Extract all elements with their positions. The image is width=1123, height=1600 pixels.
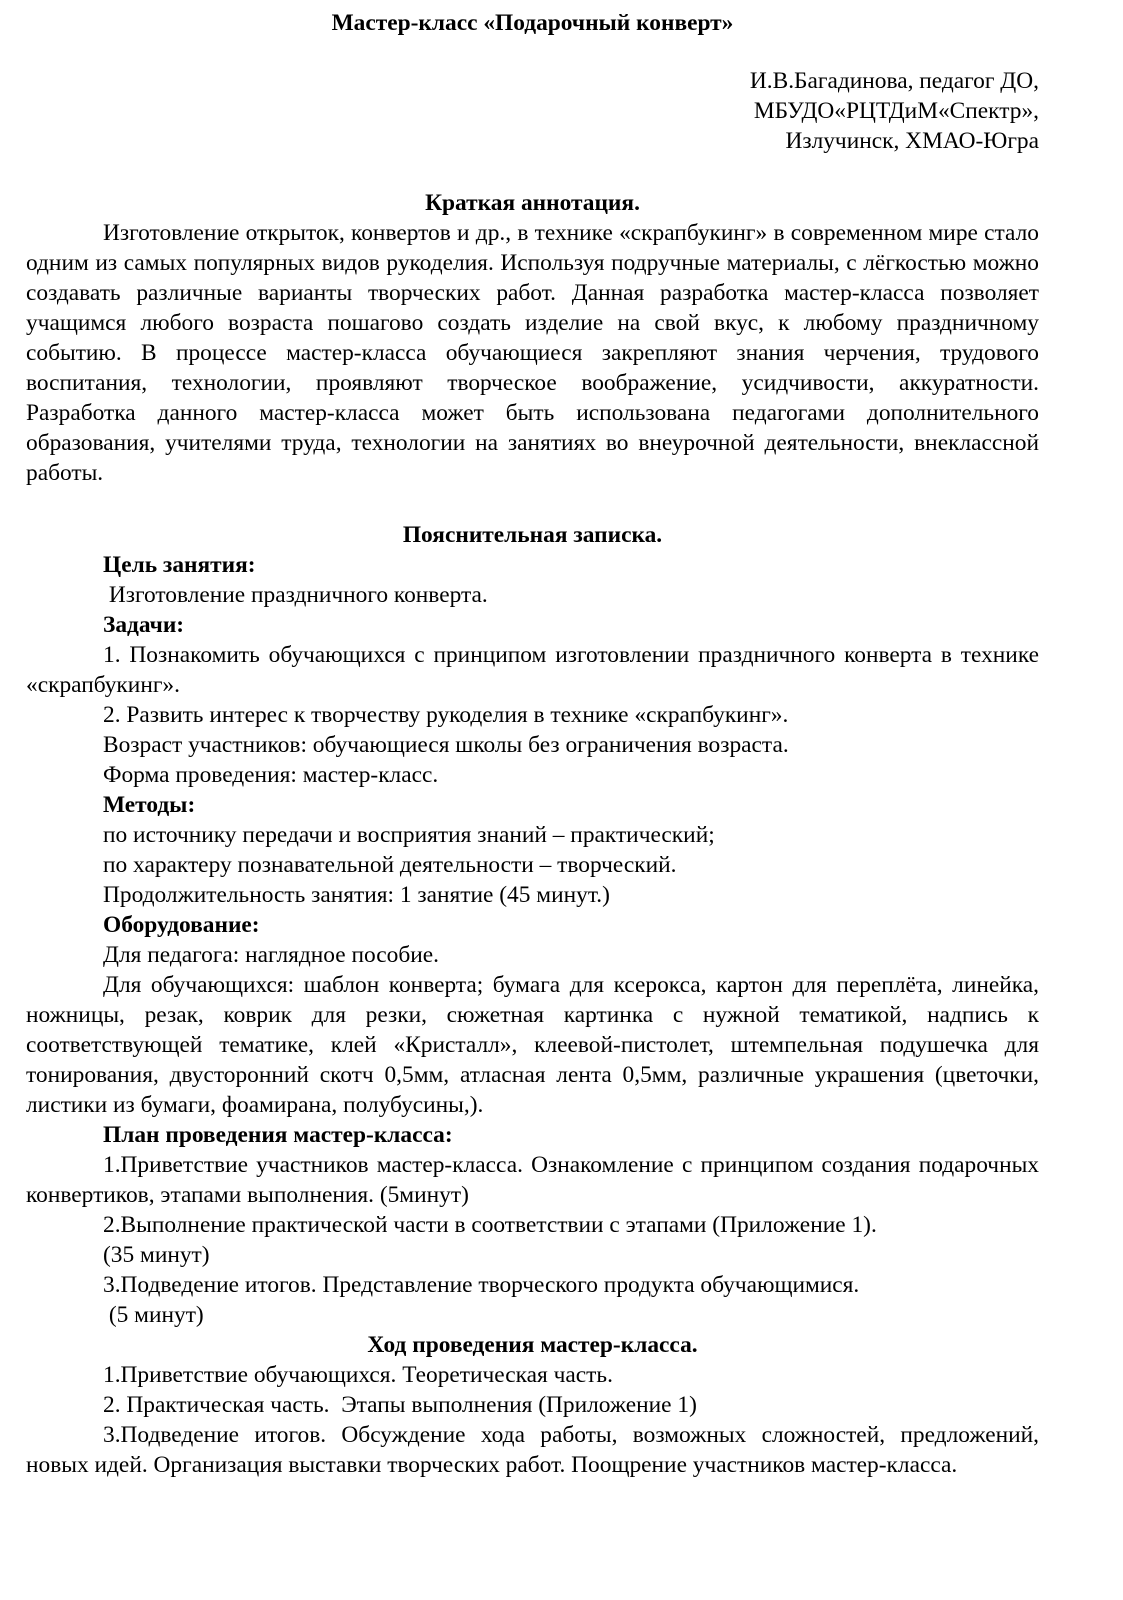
equipment-students: Для обучающихся: шаблон конверта; бумага для ксерокса, картон для переплёта, линейка, ножницы, резак, коврик для резки, сюжетная картинка с нужной тематикой, надпись к соответствующей тематике, клей «Кристалл», клеевой-пистолет, штемпельная подушечка для тонирования, двусторонний скотч 0,5мм, атласная лента 0,5мм, различные украшения (цветочки, листики из бумаги, фоамирана, полубусины,). — [26, 972, 1039, 1118]
task-1: 1. Познакомить обучающихся с принципом изготовлении праздничного конверта в технике «скрапбукинг». — [26, 642, 1039, 698]
document-page — [26, 8, 1039, 1480]
equipment-label: Оборудование: — [103, 912, 260, 938]
course-heading: Ход проведения мастер-класса. — [367, 1332, 698, 1358]
goal-label: Цель занятия: — [103, 552, 256, 578]
plan-step-2: 2.Выполнение практической части в соответствии с этапами (Приложение 1). — [103, 1212, 877, 1238]
plan-step-3-time: (5 минут) — [103, 1302, 204, 1328]
plan-label: План проведения мастер-класса: — [103, 1122, 453, 1148]
author-location: Излучинск, ХМАО-Югра — [785, 128, 1039, 154]
author-name: И.В.Багадинова, педагог ДО, — [749, 68, 1039, 94]
plan-step-1: 1.Приветствие участников мастер-класса. Ознакомление с принципом создания подарочных конвертиков, этапами выполнения. (5минут) — [26, 1152, 1039, 1208]
participants-age: Возраст участников: обучающиеся школы без ограничения возраста. — [103, 732, 789, 758]
plan-step-2-time: (35 минут) — [103, 1242, 210, 1268]
annotation-text: Изготовление открыток, конвертов и др., в технике «скрапбукинг» в современном мире стало одним из самых популярных видов рукоделия. Используя подручные материалы, с лёгкостью можно создавать различные варианты творческих работ. Данная разработка мастер-класса позволяет учащимся любого возраста пошагово создать изделие на свой вкус, к любому праздничному событию. В процессе мастер-класса обучающиеся закрепляют знания черчения, трудового воспитания, технологии, проявляют творческое воображение, усидчивости, аккуратности. Разработка данного мастер-класса может быть использована педагогами дополнительного образования, учителями труда, технологии на занятиях во внеурочной деятельности, внеклассной работы. — [26, 220, 1039, 486]
course-item-3: 3.Подведение итогов. Обсуждение хода работы, возможных сложностей, предложений, новых идей. Организация выставки творческих работ. Поощрение участников мастер-класса. — [26, 1422, 1039, 1478]
annotation-heading: Краткая аннотация. — [425, 190, 640, 216]
author-organization: МБУДО«РЦТДиМ«Спектр», — [753, 98, 1039, 124]
methods-label: Методы: — [103, 792, 196, 818]
note-heading: Пояснительная записка. — [402, 522, 663, 548]
plan-step-3: 3.Подведение итогов. Представление творческого продукта обучающимися. — [103, 1272, 860, 1298]
course-item-1: 1.Приветствие обучающихся. Теоретическая часть. — [103, 1362, 613, 1388]
document-title: Мастер-класс «Подарочный конверт» — [331, 10, 734, 36]
tasks-label: Задачи: — [103, 612, 185, 638]
task-2: 2. Развить интерес к творчеству рукоделия в технике «скрапбукинг». — [103, 702, 789, 728]
method-2: по характеру познавательной деятельности – творческий. — [103, 852, 677, 878]
method-1: по источнику передачи и восприятия знаний – практический; — [103, 822, 715, 848]
lesson-duration: Продолжительность занятия: 1 занятие (45 минут.) — [103, 882, 610, 908]
lesson-form: Форма проведения: мастер-класс. — [103, 762, 439, 788]
goal-text: Изготовление праздничного конверта. — [103, 582, 488, 608]
author-block — [26, 66, 1039, 156]
course-item-2: 2. Практическая часть. Этапы выполнения (Приложение 1) — [103, 1392, 697, 1418]
equipment-teacher: Для педагога: наглядное пособие. — [103, 942, 440, 968]
